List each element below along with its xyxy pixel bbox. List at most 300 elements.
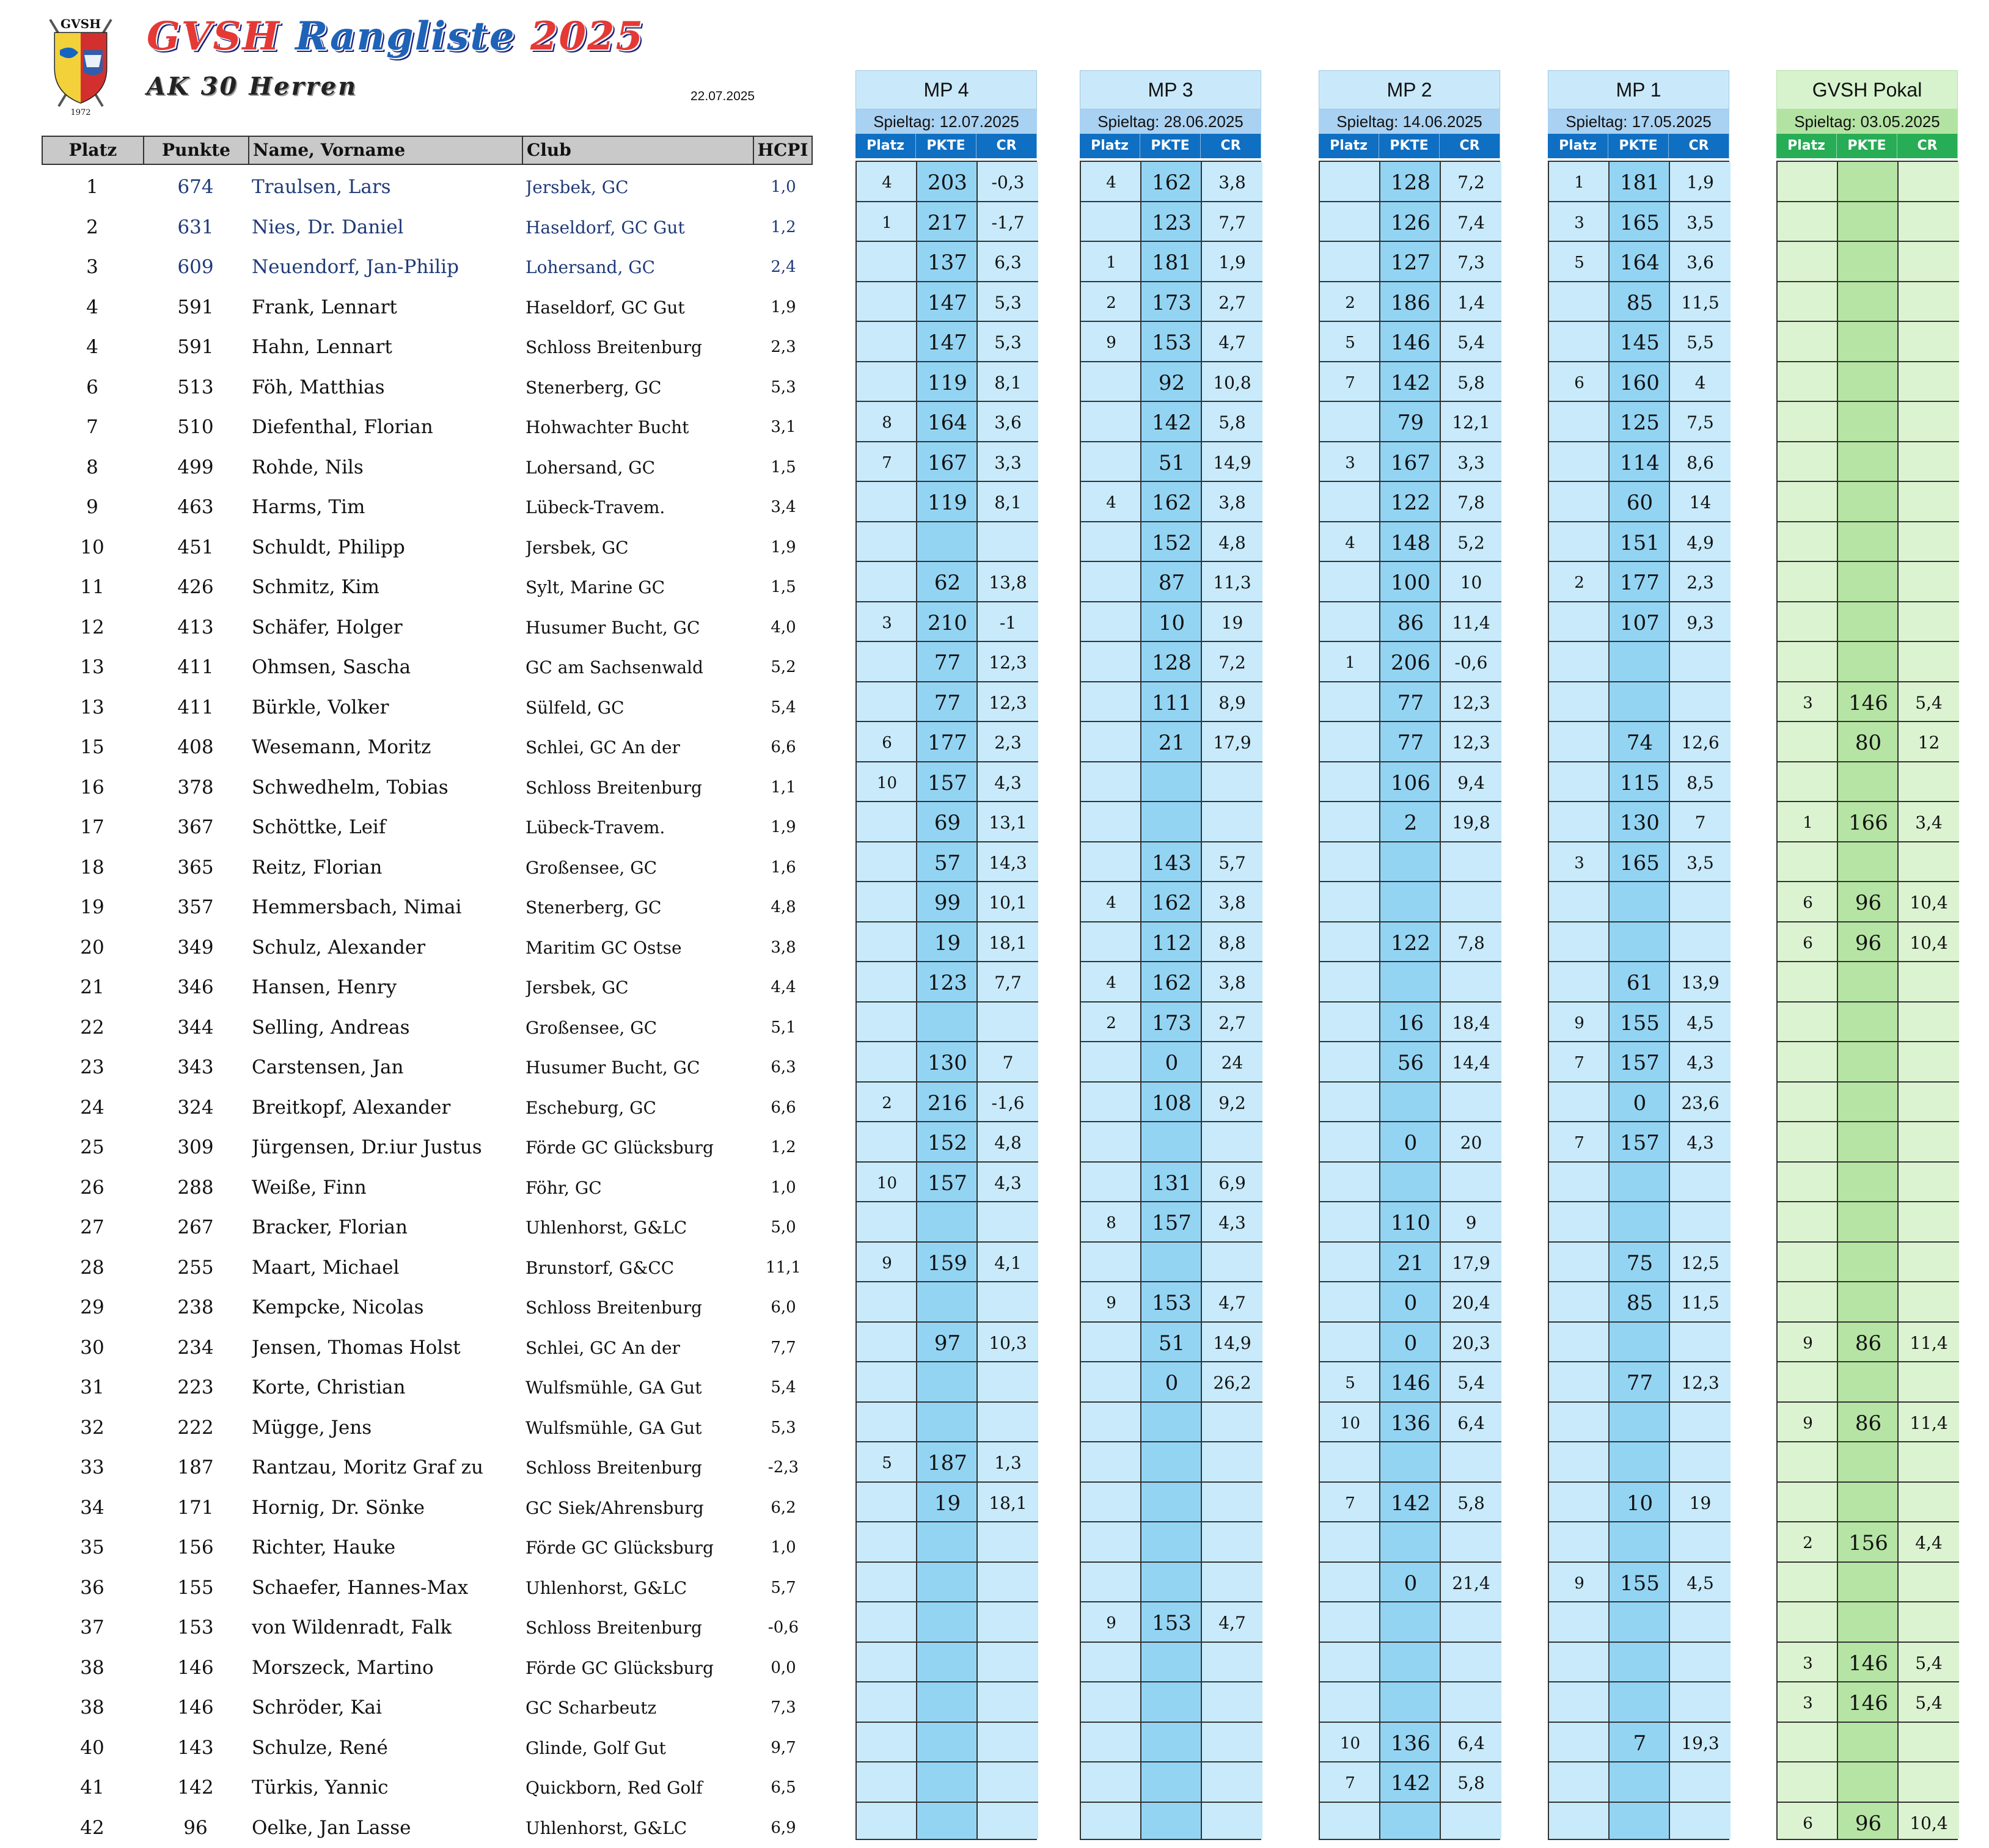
result-row — [1549, 522, 1731, 563]
cell-club: Lübeck-Travem. — [526, 808, 794, 848]
result-cr: 9 — [1441, 1202, 1501, 1241]
result-cr — [1670, 1403, 1731, 1442]
cell-name-vorname: Korte, Christian — [252, 1368, 527, 1408]
result-cr — [1441, 882, 1501, 921]
result-pkte — [1610, 1803, 1670, 1843]
col-header-platz: Platz — [1776, 134, 1837, 158]
result-platz — [857, 1723, 917, 1762]
result-cr: 10 — [1441, 562, 1501, 601]
cell-hcpi: 1,0 — [753, 1528, 814, 1568]
cell-name-vorname: Morszeck, Martino — [252, 1648, 527, 1689]
result-row — [1320, 1483, 1501, 1523]
result-cr: 12 — [1899, 722, 1959, 761]
result-platz: 5 — [1320, 322, 1380, 361]
result-cr: 3,3 — [1441, 442, 1501, 481]
result-pkte: 157 — [1610, 1042, 1670, 1081]
result-pkte: 10 — [1610, 1483, 1670, 1522]
result-pkte: 166 — [1838, 802, 1899, 841]
table-row — [42, 768, 814, 808]
cell-club: Schloss Breitenburg — [526, 1608, 794, 1648]
result-row — [857, 1602, 1038, 1643]
competition-results — [1080, 161, 1261, 1840]
result-pkte — [1838, 602, 1899, 641]
result-row — [1320, 442, 1501, 483]
result-cr: 7 — [978, 1042, 1038, 1081]
table-row — [42, 1448, 814, 1488]
result-cr: 4,3 — [978, 1163, 1038, 1202]
result-pkte — [1838, 1442, 1899, 1481]
result-row — [1320, 1522, 1501, 1563]
result-row — [1549, 922, 1731, 963]
result-pkte — [917, 1522, 978, 1561]
result-pkte: 7 — [1610, 1723, 1670, 1762]
result-platz — [1320, 162, 1380, 201]
result-row — [1549, 762, 1731, 803]
result-row — [1549, 962, 1731, 1003]
result-pkte — [1380, 842, 1441, 882]
result-platz — [1081, 1083, 1141, 1122]
result-platz — [1320, 1122, 1380, 1161]
result-platz — [857, 1682, 917, 1722]
result-cr: 4,3 — [1670, 1122, 1731, 1161]
col-header-cr: CR — [1669, 134, 1729, 158]
result-row — [857, 1323, 1038, 1363]
result-cr: 10,1 — [978, 882, 1038, 921]
result-platz: 10 — [1320, 1403, 1380, 1442]
result-cr: 4,4 — [1899, 1522, 1959, 1561]
result-platz — [857, 1762, 917, 1802]
table-row — [42, 167, 814, 208]
result-row — [1320, 202, 1501, 243]
cell-punkte: 426 — [143, 568, 248, 608]
cell-club: Schlei, GC An der — [526, 728, 794, 768]
result-cr: 8,5 — [1670, 762, 1731, 802]
result-cr: 4,3 — [1670, 1042, 1731, 1081]
result-pkte: 69 — [917, 802, 978, 841]
cell-platz: 20 — [42, 928, 143, 968]
result-cr — [1670, 1803, 1731, 1843]
result-cr: -0,6 — [1441, 642, 1501, 681]
cell-name-vorname: Maart, Michael — [252, 1248, 527, 1288]
result-cr — [1202, 1682, 1262, 1722]
result-pkte — [1380, 1442, 1441, 1481]
result-cr: 4 — [1670, 362, 1731, 401]
cell-hcpi: 2,3 — [753, 327, 814, 368]
result-cr — [1202, 1803, 1262, 1843]
result-cr — [978, 1003, 1038, 1042]
result-pkte: 148 — [1380, 522, 1441, 561]
result-row — [1549, 1762, 1731, 1803]
table-row — [42, 1328, 814, 1368]
result-row — [1320, 1602, 1501, 1643]
result-cr — [1441, 1803, 1501, 1843]
result-platz — [1320, 882, 1380, 921]
result-pkte: 173 — [1141, 1003, 1202, 1042]
result-platz — [1549, 882, 1610, 921]
result-pkte: 151 — [1610, 522, 1670, 561]
result-row — [1081, 1682, 1262, 1723]
result-row — [857, 1483, 1038, 1523]
result-pkte — [1141, 802, 1202, 841]
result-row — [1320, 562, 1501, 602]
result-platz — [1778, 1563, 1838, 1602]
result-cr: 6,3 — [978, 242, 1038, 281]
result-pkte: 19 — [917, 1483, 978, 1522]
result-pkte: 162 — [1141, 882, 1202, 921]
cell-platz: 4 — [42, 288, 143, 328]
result-cr: 7,7 — [1202, 202, 1262, 241]
result-platz — [1320, 1563, 1380, 1602]
result-row — [1081, 602, 1262, 643]
result-platz — [857, 922, 917, 962]
cell-punkte: 238 — [143, 1288, 248, 1328]
cell-punkte: 631 — [143, 208, 248, 248]
cell-punkte: 267 — [143, 1208, 248, 1248]
result-pkte: 21 — [1380, 1243, 1441, 1282]
result-row — [1778, 562, 1959, 602]
result-platz: 7 — [1549, 1042, 1610, 1081]
result-row — [1320, 962, 1501, 1003]
result-platz — [857, 642, 917, 681]
result-row — [1320, 1323, 1501, 1363]
result-row — [1778, 1483, 1959, 1523]
result-pkte: 0 — [1141, 1362, 1202, 1401]
result-pkte — [1838, 1042, 1899, 1081]
cell-punkte: 451 — [143, 528, 248, 568]
table-row — [42, 848, 814, 888]
result-platz — [1549, 1602, 1610, 1642]
result-pkte: 162 — [1141, 482, 1202, 521]
result-pkte: 160 — [1610, 362, 1670, 401]
result-platz — [1320, 1602, 1380, 1642]
competition-results — [1319, 161, 1500, 1840]
cell-hcpi: 5,3 — [753, 368, 814, 408]
result-pkte: 143 — [1141, 842, 1202, 882]
cell-club: GC Siek/Ahrensburg — [526, 1488, 794, 1528]
cell-punkte: 343 — [143, 1048, 248, 1088]
result-row — [1778, 1723, 1959, 1763]
table-row — [42, 1608, 814, 1648]
cell-name-vorname: Nies, Dr. Daniel — [252, 208, 527, 248]
result-row — [857, 1003, 1038, 1043]
result-pkte: 210 — [917, 602, 978, 641]
result-cr — [1670, 1522, 1731, 1561]
result-cr: 20,4 — [1441, 1282, 1501, 1321]
result-pkte: 157 — [917, 1163, 978, 1202]
result-platz — [1081, 1723, 1141, 1762]
result-platz — [1778, 1163, 1838, 1202]
cell-name-vorname: Reitz, Florian — [252, 848, 527, 888]
table-row — [42, 728, 814, 768]
result-pkte: 128 — [1380, 162, 1441, 201]
result-cr: 12,1 — [1441, 402, 1501, 441]
col-header-club: Club — [522, 136, 754, 165]
result-platz: 5 — [1320, 1362, 1380, 1401]
result-row — [1778, 1362, 1959, 1403]
result-cr: 5,4 — [1899, 1682, 1959, 1722]
result-cr — [1441, 1643, 1501, 1682]
result-row — [1320, 282, 1501, 323]
cell-platz: 10 — [42, 528, 143, 568]
result-cr — [1202, 1403, 1262, 1442]
result-row — [1778, 1602, 1959, 1643]
result-platz — [1320, 1202, 1380, 1241]
col-header-cr: CR — [1440, 134, 1500, 158]
result-platz — [1778, 722, 1838, 761]
cell-hcpi: -2,3 — [753, 1448, 814, 1488]
table-row — [42, 888, 814, 928]
result-pkte: 106 — [1380, 762, 1441, 802]
result-pkte: 122 — [1380, 922, 1441, 962]
result-row — [1081, 1362, 1262, 1403]
result-row — [857, 482, 1038, 522]
result-platz — [857, 682, 917, 721]
result-pkte: 130 — [917, 1042, 978, 1081]
result-row — [857, 1643, 1038, 1683]
cell-platz: 13 — [42, 688, 143, 728]
cell-name-vorname: Jensen, Thomas Holst — [252, 1328, 527, 1368]
result-pkte: 177 — [917, 722, 978, 761]
result-row — [1549, 1003, 1731, 1043]
result-pkte: 60 — [1610, 482, 1670, 521]
result-row — [857, 562, 1038, 602]
result-cr: 3,6 — [1670, 242, 1731, 281]
result-cr — [1899, 1442, 1959, 1481]
result-pkte — [1380, 1803, 1441, 1843]
result-row — [1320, 362, 1501, 403]
result-row — [857, 1042, 1038, 1083]
result-platz — [1778, 1483, 1838, 1522]
cell-club: Wulfsmühle, GA Gut — [526, 1408, 794, 1448]
result-cr — [1899, 962, 1959, 1001]
result-row — [1778, 1323, 1959, 1363]
result-pkte — [1141, 1522, 1202, 1561]
result-platz — [1549, 1323, 1610, 1362]
competition-results — [1548, 161, 1729, 1840]
result-pkte: 0 — [1610, 1083, 1670, 1122]
result-cr: 13,9 — [1670, 962, 1731, 1001]
result-platz: 4 — [1081, 482, 1141, 521]
cell-name-vorname: von Wildenradt, Falk — [252, 1608, 527, 1648]
result-cr: 11,4 — [1899, 1323, 1959, 1362]
result-cr: 23,6 — [1670, 1083, 1731, 1122]
result-pkte: 137 — [917, 242, 978, 281]
result-row — [1778, 842, 1959, 883]
result-pkte: 136 — [1380, 1403, 1441, 1442]
result-platz — [1778, 642, 1838, 681]
cell-hcpi: 5,2 — [753, 648, 814, 688]
result-row — [1778, 1122, 1959, 1163]
result-row — [1549, 322, 1731, 362]
result-platz: 4 — [857, 162, 917, 201]
result-platz — [1081, 1362, 1141, 1401]
col-header-platz: Platz — [1080, 134, 1140, 158]
result-cr — [1441, 842, 1501, 882]
result-pkte: 16 — [1380, 1003, 1441, 1042]
result-platz — [1081, 1643, 1141, 1682]
result-pkte — [1141, 1723, 1202, 1762]
cell-punkte: 222 — [143, 1408, 248, 1448]
cell-hcpi: 5,3 — [753, 1408, 814, 1448]
result-pkte: 162 — [1141, 162, 1202, 201]
cell-club: Escheburg, GC — [526, 1088, 794, 1128]
result-row — [1081, 1083, 1262, 1123]
cell-platz: 26 — [42, 1168, 143, 1208]
competition-column-headers — [1319, 134, 1500, 158]
result-platz — [1778, 1243, 1838, 1282]
result-cr: 3,8 — [1202, 482, 1262, 521]
result-platz — [857, 1483, 917, 1522]
cell-platz: 9 — [42, 488, 143, 528]
result-row — [1320, 722, 1501, 762]
result-platz: 9 — [1549, 1563, 1610, 1602]
result-pkte: 173 — [1141, 282, 1202, 321]
result-cr: 5,3 — [978, 322, 1038, 361]
result-row — [857, 1563, 1038, 1603]
result-pkte — [917, 522, 978, 561]
table-row — [42, 1008, 814, 1048]
result-row — [857, 242, 1038, 282]
cell-punkte: 324 — [143, 1088, 248, 1128]
cell-hcpi: 1,2 — [753, 1128, 814, 1168]
competition-column-headers — [1080, 134, 1261, 158]
result-pkte: 107 — [1610, 602, 1670, 641]
cell-name-vorname: Hansen, Henry — [252, 968, 527, 1008]
result-pkte: 77 — [1380, 722, 1441, 761]
competition-date: Spieltag: 14.06.2025 — [1319, 109, 1500, 134]
table-row — [42, 327, 814, 368]
result-cr: 4,8 — [1202, 522, 1262, 561]
cell-punkte: 591 — [143, 327, 248, 368]
result-row — [1320, 522, 1501, 563]
result-row — [1549, 602, 1731, 643]
result-pkte — [1838, 322, 1899, 361]
cell-platz: 6 — [42, 368, 143, 408]
result-pkte: 203 — [917, 162, 978, 201]
cell-platz: 42 — [42, 1808, 143, 1848]
cell-punkte: 344 — [143, 1008, 248, 1048]
result-platz: 9 — [1778, 1403, 1838, 1442]
result-row — [1081, 1522, 1262, 1563]
result-pkte: 77 — [917, 682, 978, 721]
cell-platz: 7 — [42, 407, 143, 448]
result-platz — [1549, 1682, 1610, 1722]
result-cr — [1899, 482, 1959, 521]
competition-date: Spieltag: 17.05.2025 — [1548, 109, 1729, 134]
result-row — [857, 522, 1038, 563]
result-row — [857, 602, 1038, 643]
cell-punkte: 309 — [143, 1128, 248, 1168]
result-cr — [1899, 162, 1959, 201]
result-row — [1549, 162, 1731, 202]
result-cr: 19,3 — [1670, 1723, 1731, 1762]
result-pkte — [1838, 482, 1899, 521]
result-cr — [1899, 442, 1959, 481]
cell-club: Stenerberg, GC — [526, 368, 794, 408]
result-pkte: 123 — [1141, 202, 1202, 241]
result-platz — [1081, 362, 1141, 401]
result-row — [1320, 1563, 1501, 1603]
result-platz: 3 — [1778, 1682, 1838, 1722]
result-platz — [1778, 282, 1838, 321]
result-platz — [1081, 1442, 1141, 1481]
result-row — [1778, 1522, 1959, 1563]
result-pkte — [1610, 1403, 1670, 1442]
result-cr — [978, 1762, 1038, 1802]
result-cr: 7,8 — [1441, 482, 1501, 521]
result-pkte: 122 — [1380, 482, 1441, 521]
result-cr: 1,3 — [978, 1442, 1038, 1481]
cell-name-vorname: Schaefer, Hannes-Max — [252, 1568, 527, 1609]
result-pkte: 152 — [1141, 522, 1202, 561]
cell-name-vorname: Schuldt, Philipp — [252, 528, 527, 568]
result-platz: 2 — [1081, 282, 1141, 321]
result-pkte: 0 — [1141, 1042, 1202, 1081]
result-row — [1549, 1243, 1731, 1283]
result-row — [1549, 1042, 1731, 1083]
result-platz — [857, 1563, 917, 1602]
result-row — [1320, 1442, 1501, 1483]
table-row — [42, 1248, 814, 1288]
cell-club: Großensee, GC — [526, 1008, 794, 1048]
result-pkte: 61 — [1610, 962, 1670, 1001]
result-row — [1549, 802, 1731, 842]
cell-club: Förde GC Glücksburg — [526, 1128, 794, 1168]
cell-punkte: 413 — [143, 608, 248, 648]
result-platz — [1081, 1403, 1141, 1442]
result-pkte — [1141, 1803, 1202, 1843]
result-cr: 9,4 — [1441, 762, 1501, 802]
result-platz — [857, 1643, 917, 1682]
result-row — [1081, 1483, 1262, 1523]
result-row — [857, 1163, 1038, 1203]
cell-punkte: 378 — [143, 768, 248, 808]
result-cr: 13,1 — [978, 802, 1038, 841]
result-pkte: 167 — [917, 442, 978, 481]
result-platz — [1549, 922, 1610, 962]
result-cr — [1899, 1122, 1959, 1161]
table-row — [42, 968, 814, 1008]
result-platz: 2 — [1778, 1522, 1838, 1561]
cell-platz: 30 — [42, 1328, 143, 1368]
result-platz — [1081, 802, 1141, 841]
cell-hcpi: 1,0 — [753, 167, 814, 208]
result-platz — [1320, 1163, 1380, 1202]
result-row — [1549, 482, 1731, 522]
result-cr — [1670, 1163, 1731, 1202]
result-row — [1778, 882, 1959, 922]
result-row — [1320, 842, 1501, 883]
result-row — [1320, 802, 1501, 842]
result-row — [857, 1803, 1038, 1843]
result-platz — [1549, 1643, 1610, 1682]
cell-hcpi: 1,0 — [753, 1168, 814, 1208]
result-cr: 5,7 — [1202, 842, 1262, 882]
result-row — [1549, 1803, 1731, 1843]
result-cr — [1899, 642, 1959, 681]
result-cr: 14,3 — [978, 842, 1038, 882]
cell-punkte: 155 — [143, 1568, 248, 1609]
result-pkte: 177 — [1610, 562, 1670, 601]
cell-platz: 17 — [42, 808, 143, 848]
result-pkte: 130 — [1610, 802, 1670, 841]
result-platz — [1778, 1602, 1838, 1642]
cell-punkte: 357 — [143, 888, 248, 928]
result-cr: 3,3 — [978, 442, 1038, 481]
result-row — [1549, 242, 1731, 282]
result-row — [1320, 602, 1501, 643]
result-row — [1778, 1403, 1959, 1443]
